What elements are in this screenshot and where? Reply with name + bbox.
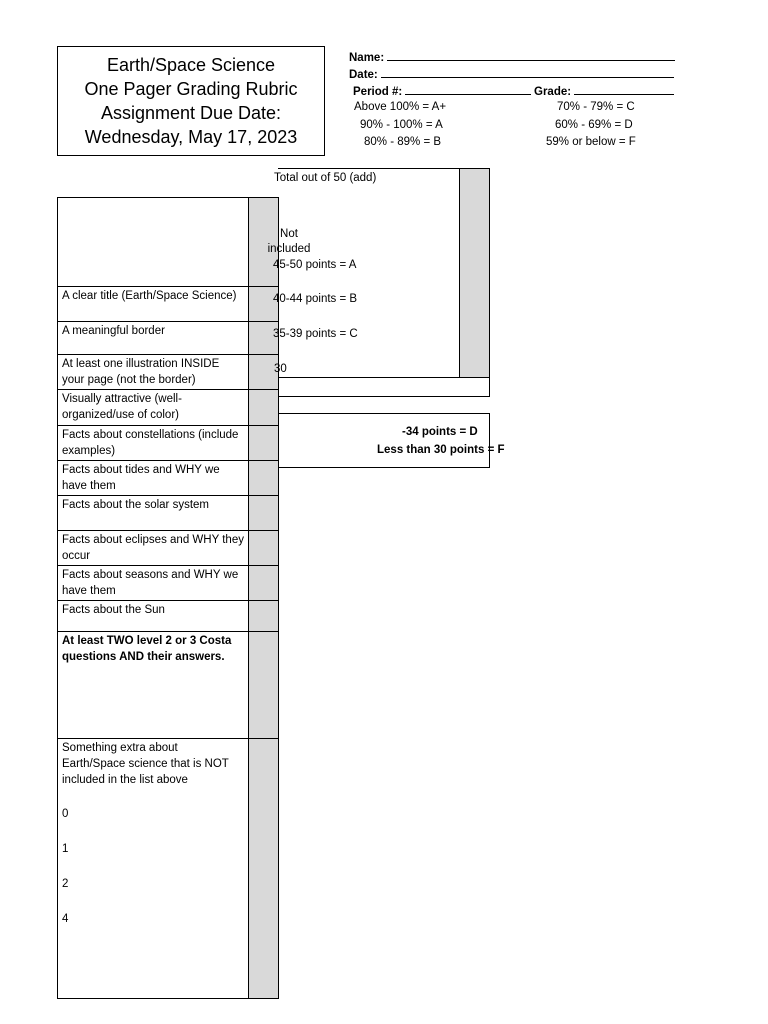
score-point: 1 [62,843,69,855]
score-cell[interactable] [249,739,278,998]
criterion-label: Facts about the Sun [58,601,249,631]
score-cell[interactable] [249,426,278,460]
criterion-label: Visually attractive (well-organized/use of color) [58,390,249,425]
table-row [58,632,278,739]
rubric-title: One Pager Grading Rubric [84,79,298,99]
criterion-cell-extra [58,739,249,998]
not-included-label: Not included [267,228,311,255]
scale-c: 70% - 79% = C [557,101,635,113]
scale-35-39: 35-39 points = C [273,328,358,340]
scale-d: 60% - 69% = D [555,119,633,131]
table-row [58,601,278,632]
rubric-table [57,197,279,999]
scale-45-50: 45-50 points = A [273,259,357,271]
scale-d-points: -34 points = D [402,426,478,438]
due-date: Wednesday, May 17, 2023 [84,127,298,147]
total-score-cell[interactable] [459,169,489,377]
table-row [58,461,278,496]
scale-40-44: 40-44 points = B [273,293,358,305]
total-strip [278,378,490,397]
table-row [58,390,278,426]
scale-a: 90% - 100% = A [360,119,443,131]
scale-f-points-label: Less than 30 points [377,444,485,456]
date-label: Date: [349,69,378,81]
criterion-label: Facts about tides and WHY we have them [58,461,249,495]
criterion-label: Facts about constellations (include examples) [58,426,249,460]
score-point: 0 [62,808,69,820]
grade-line [574,82,674,95]
name-line [387,48,675,61]
table-row [58,355,278,390]
criterion-label: Something extra about Earth/Space science that is NOT included in the list above [62,742,229,786]
criterion-label: Facts about eclipses and WHY they occur [58,531,249,565]
title-box [57,46,325,156]
score-cell[interactable] [249,390,278,425]
score-point: 4 [62,913,69,925]
name-label: Name: [349,52,385,64]
scale-f: 59% or below = F [546,136,636,148]
period-line [405,82,531,95]
scale-30: 30 [274,363,287,375]
table-row [58,322,278,355]
criterion-label: A clear title (Earth/Space Science) [58,287,249,321]
table-row [58,426,278,461]
score-cell[interactable] [249,531,278,565]
criterion-label [58,198,249,286]
score-point: 2 [62,878,69,890]
table-row [58,566,278,601]
score-cell[interactable] [249,601,278,631]
total-heading: Total out of 50 (add) [274,172,377,184]
table-row [58,287,278,322]
grade-label: Grade: [534,86,572,98]
score-cell[interactable] [249,496,278,530]
subject-title: Earth/Space Science [106,55,276,75]
total-box [278,168,490,378]
criterion-label: Facts about the solar system [58,496,249,530]
criterion-label: At least one illustration INSIDE your page (not the border) [58,355,249,389]
criterion-label: A meaningful border [58,322,249,354]
grade-box [278,413,490,468]
scale-f-points [377,443,505,458]
table-row [58,531,278,566]
table-row [58,198,278,287]
due-date-label: Assignment Due Date: [100,103,282,123]
score-cell[interactable] [249,566,278,600]
criterion-label: Facts about seasons and WHY we have them [58,566,249,600]
score-cell[interactable] [249,632,278,738]
scale-a-plus: Above 100% = A+ [354,101,447,113]
score-cell[interactable] [249,461,278,495]
date-line [381,65,674,78]
table-row [58,496,278,531]
scale-f-points-suffix: = F [487,444,505,456]
period-label: Period #: [353,86,403,98]
table-row [58,739,278,998]
scale-b: 80% - 89% = B [364,136,442,148]
criterion-label: At least TWO level 2 or 3 Costa questions AND their answers. [58,632,249,738]
